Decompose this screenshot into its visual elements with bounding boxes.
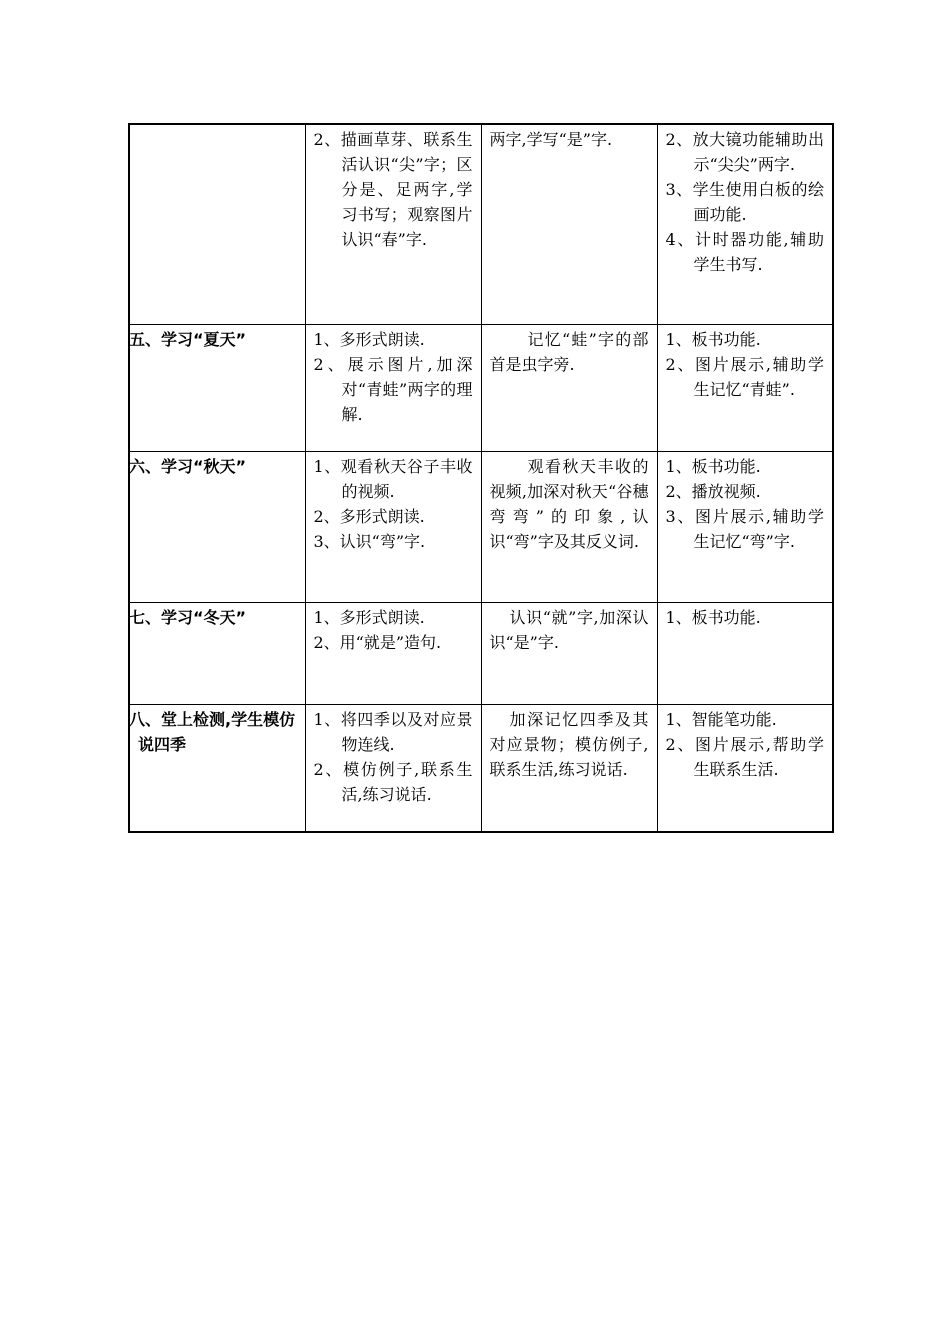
list-item: 2、图片展示,辅助学生记忆“青蛙”. bbox=[665, 355, 824, 399]
list-item: 3、认识“弯”字. bbox=[313, 532, 426, 551]
intent-cell bbox=[481, 603, 657, 705]
list-item: 2、展示图片,加深对“青蛙”两字的理解. bbox=[313, 355, 473, 424]
intent-text: 认识“就”字,加深认识“是”字. bbox=[489, 608, 649, 652]
intent-cell bbox=[481, 325, 657, 452]
stage-cell: 五、学习“夏天” bbox=[129, 325, 305, 452]
intent-text: 加深记忆四季及其对应景物；模仿例子,联系生活,练习说话. bbox=[489, 710, 649, 779]
list-item: 4、计时器功能,辅助学生书写. bbox=[665, 230, 824, 274]
list-item: 2、用“就是”造句. bbox=[313, 633, 442, 652]
list-item: 1、多形式朗读. bbox=[313, 330, 425, 349]
list-item: 1、观看秋天谷子丰收的视频. bbox=[313, 457, 473, 501]
activities-cell bbox=[305, 124, 481, 325]
tech-cell bbox=[657, 124, 833, 325]
list-item: 2、描画草芽、联系生活认识“尖”字；区分是、足两字,学习书写；观察图片认识“春”字. bbox=[313, 130, 473, 249]
list-item: 1、将四季以及对应景物连线. bbox=[313, 710, 473, 754]
activities-cell bbox=[305, 603, 481, 705]
tech-cell bbox=[657, 452, 833, 603]
list-item: 3、图片展示,辅助学生记忆“弯”字. bbox=[665, 507, 824, 551]
activities-cell bbox=[305, 452, 481, 603]
list-item: 2、模仿例子,联系生活,练习说话. bbox=[313, 760, 473, 804]
intent-cell bbox=[481, 452, 657, 603]
table-row bbox=[129, 603, 833, 705]
list-item: 2、多形式朗读. bbox=[313, 507, 425, 526]
table-row bbox=[129, 452, 833, 603]
table-row bbox=[129, 124, 833, 325]
list-item: 3、学生使用白板的绘画功能. bbox=[665, 180, 824, 224]
list-item: 2、图片展示,帮助学生联系生活. bbox=[665, 735, 824, 779]
intent-cell bbox=[481, 705, 657, 833]
intent-text: 记忆“蛙”字的部首是虫字旁. bbox=[489, 330, 649, 374]
list-item: 1、板书功能. bbox=[665, 608, 761, 627]
tech-cell bbox=[657, 705, 833, 833]
list-item: 2、播放视频. bbox=[665, 482, 761, 501]
lesson-plan-table bbox=[128, 123, 834, 833]
intent-text: 两字,学写“是”字. bbox=[489, 130, 613, 149]
table-row bbox=[129, 705, 833, 833]
list-item: 1、多形式朗读. bbox=[313, 608, 425, 627]
stage-cell: 八、堂上检测,学生模仿说四季 bbox=[129, 705, 305, 833]
stage-cell bbox=[129, 124, 305, 325]
intent-cell bbox=[481, 124, 657, 325]
tech-cell bbox=[657, 603, 833, 705]
tech-cell bbox=[657, 325, 833, 452]
list-item: 1、板书功能. bbox=[665, 330, 761, 349]
stage-cell: 七、学习“冬天” bbox=[129, 603, 305, 705]
list-item: 1、智能笔功能. bbox=[665, 710, 777, 729]
intent-text: 观看秋天丰收的视频,加深对秋天“谷穗弯弯”的印象,认识“弯”字及其反义词. bbox=[489, 457, 649, 551]
list-item: 2、放大镜功能辅助出示“尖尖”两字. bbox=[665, 130, 824, 174]
table-row bbox=[129, 325, 833, 452]
stage-cell: 六、学习“秋天” bbox=[129, 452, 305, 603]
activities-cell bbox=[305, 705, 481, 833]
activities-cell bbox=[305, 325, 481, 452]
list-item: 1、板书功能. bbox=[665, 457, 761, 476]
